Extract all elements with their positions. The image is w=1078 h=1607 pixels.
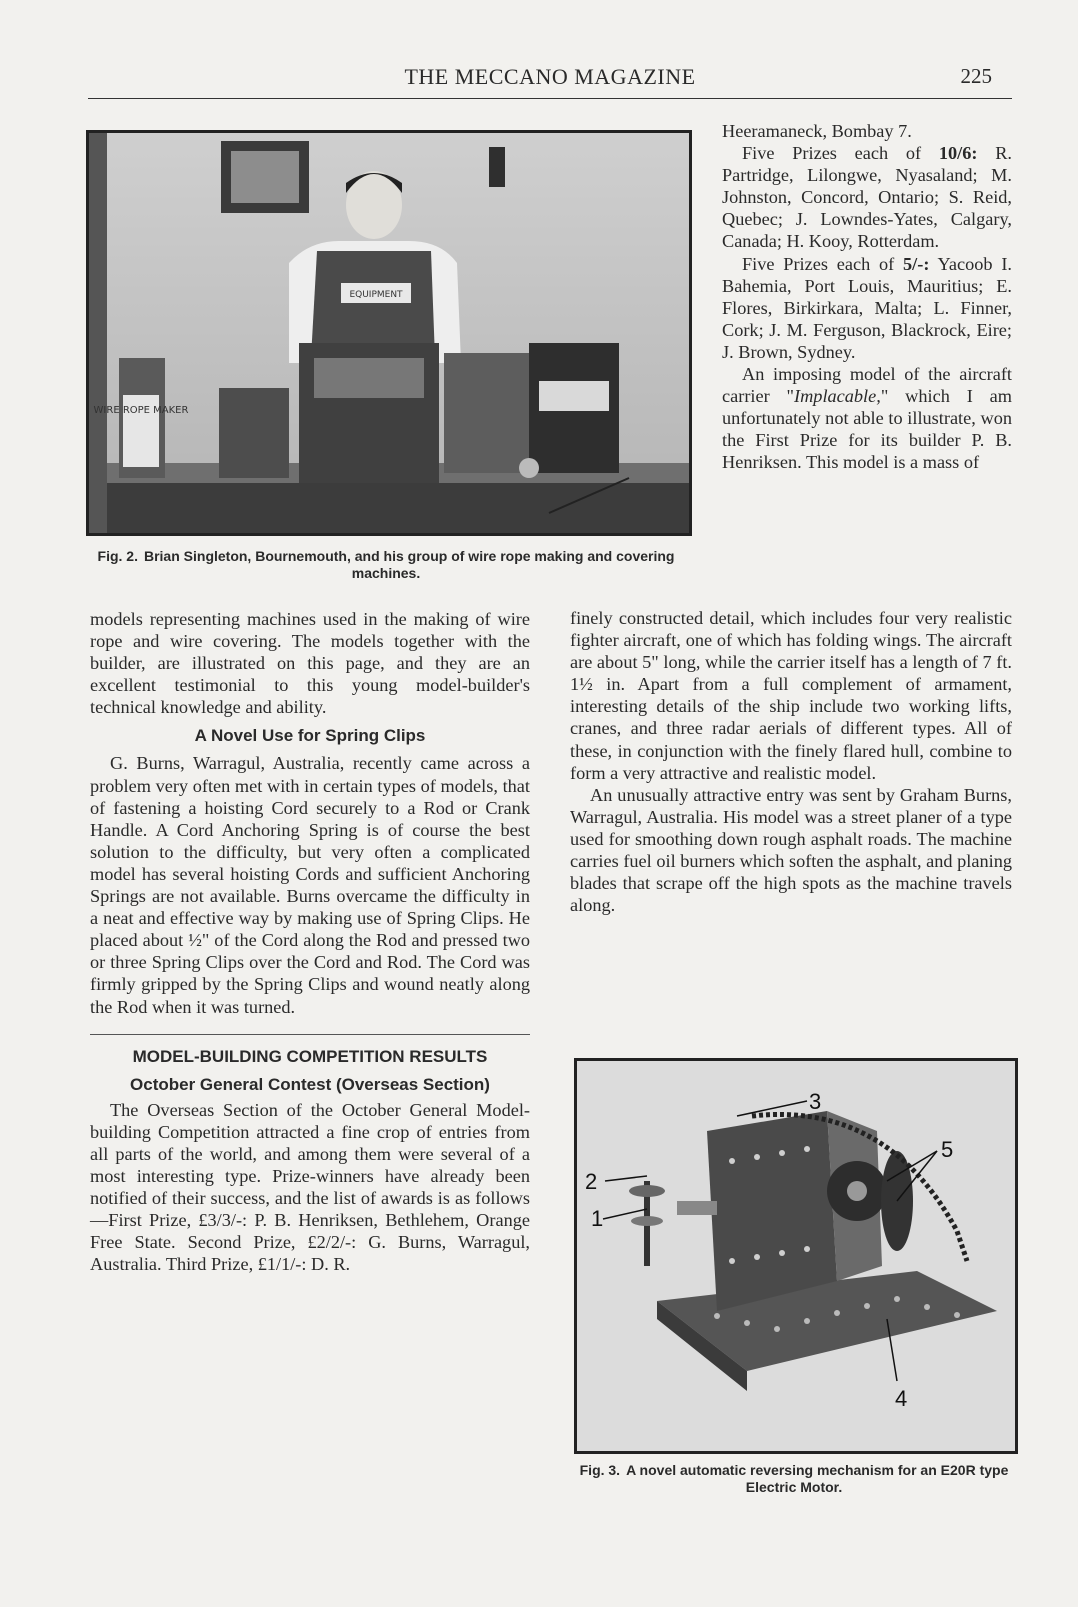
callout-5: 5 [941,1137,954,1162]
callout-3: 3 [809,1089,822,1114]
page-header [88,62,1012,99]
prize-10-names: R. Partridge, Lilongwe, Nyasaland; M. Johnston, Concord, Ontario; S. Reid, Quebec; J. Lowndes-Yates, Calgary, Canada; H. Kooy, Rotterdam. [722,143,1012,252]
figure-3-label: Fig. 3. [579,1462,621,1478]
paragraph-street-planer: An unusually attractive entry was sent by Graham Burns, Warragul, Australia. His model was a street planer of a type used for smoothing down rough asphalt roads. The machine carries fuel oil burners which soften the asphalt, and planing blades that scrape off the high spots as the machine travels along. [570,784,1012,916]
implacable-post: " which I am unfortunately not able to illustrate, won the First Prize for its builder P. B. Henriksen. This model is a mass of [722,386,1012,473]
right-column-lower [570,607,1012,916]
paragraph-spring-clips: G. Burns, Warragul, Australia, recently came across a problem very often met with in certain types of models, that of fastening a hoisting Cord securely to a Rod or Crank Handle. A Cord Anchoring Spring is of course the best solution to the difficulty, but very often a complicated model has several hoisting Cords and sufficient Anchoring Springs are not available. Burns overcame the difficulty in a neat and effective way by making use of Spring Clips. He placed about ½" of the Cord along the Rod and pressed two or three Spring Clips over the Cord and Rod. The Cord was firmly gripped by the Spring Clips and wound neatly along the Rod when it was turned. [90,753,530,1017]
wire-rope-maker-sign: WIRE ROPE MAKER [93,405,189,416]
page-number: 225 [960,64,992,88]
figure-3-caption-text: A novel automatic reversing mechanism for an E20R type Electric Motor. [626,1462,1009,1495]
paragraph-carrier-details: finely constructed detail, which includes four very realistic fighter aircraft, one of which has folding wings. The aircraft are about 5" long, while the carrier itself has a length of 7 ft. 1½ in. Apart from a full complement of armament, interesting details of the ship include two working lifts, cranes, and three radar aerials of different types. All of these, in conjunction with the finely flared hull, combine to form a very attractive and realistic model. [570,608,1012,783]
paragraph-implacable [722,363,1012,473]
paragraph-prizes-10-6 [722,142,1012,252]
prize-line-heeramaneck: Heeramaneck, Bombay 7. [722,121,912,141]
prize-10-intro: Five Prizes each of [742,143,939,164]
figure-3-caption [574,1462,1014,1496]
paragraph-intro-continued: models representing machines used in the making of wire rope and wire covering. The models together with the builder, are illustrated on this page, and they are an excellent testimonial to this young model-builder's technical knowledge and ability. [90,609,530,718]
paragraph-competition: The Overseas Section of the October General Model-building Competition attracted a fine crop of entries from all parts of the world, and among them were several of a most interesting type. Prize-winners have already been notified of their success, and the list of awards is as follows—First Prize, £3/3/-: P. B. Henriksen, Bethlehem, Orange Free State. Second Prize, £2/2/-: G. Burns, Warragul, Australia. Third Prize, £1/1/-: D. R. [90,1099,530,1275]
equipment-sign: EQUIPMENT [349,290,403,300]
prize-5-intro: Five Prizes each of [742,253,904,274]
figure-2-caption-text: Brian Singleton, Bournemouth, and his group of wire rope making and covering machines. [143,548,675,581]
right-column-upper [722,120,1012,474]
prize-5-names: Yacoob I. Bahemia, Port Louis, Mauritius; E. Flores, Birkirkara, Malta; L. Finner, Cork; J. M. Ferguson, Blackrock, Eire; J. Brown, Sydney. [722,253,1012,362]
callout-1: 1 [591,1206,604,1231]
implacable-pre: An imposing model of the aircraft carrier " [722,364,1012,407]
prize-10-amount: 10/6: [938,143,978,164]
magazine-title: THE MECCANO MAGAZINE [404,64,696,89]
section-divider [90,1034,530,1035]
figure-2-caption [86,548,686,582]
paragraph-prizes-5 [722,253,1012,363]
competition-title: MODEL-BUILDING COMPETITION RESULTS [132,1046,488,1066]
competition-subtitle: October General Contest (Overseas Section) [130,1074,490,1094]
figure-2-photo [86,130,692,536]
heading-spring-clips: A Novel Use for Spring Clips [194,726,426,746]
callout-2: 2 [585,1169,598,1194]
ship-name: Implacable, [794,386,881,407]
callout-4: 4 [895,1386,908,1411]
figure-3-illustration [577,1061,1015,1451]
prize-5-amount: 5/-: [903,253,930,274]
figure-3-photo [574,1058,1018,1454]
figure-2-illustration [89,133,689,533]
figure-2-label: Fig. 2. [97,548,138,564]
left-column [90,608,530,1275]
